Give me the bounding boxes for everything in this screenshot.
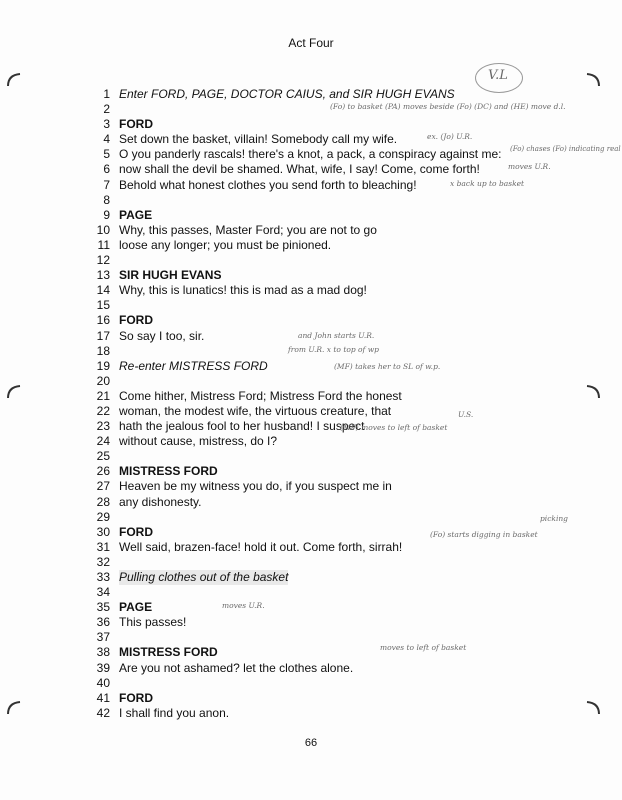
line-number: 22 — [96, 403, 110, 418]
speaker-name: SIR HUGH EVANS — [119, 268, 222, 283]
script-line — [0, 615, 622, 630]
stage-note-line-31: (Fo) starts digging in basket — [430, 530, 538, 539]
act-header: Act Four — [288, 36, 334, 50]
dialogue-text: Behold what honest clothes you send forth to bleaching! — [119, 177, 417, 192]
punch-mark-left-middle — [6, 384, 22, 400]
stage-note-line-24: (MF) moves to left of basket — [340, 423, 448, 432]
punch-mark-right-middle — [585, 384, 601, 400]
line-number: 29 — [96, 509, 110, 524]
script-line — [0, 630, 622, 645]
stage-direction: Re-enter MISTRESS FORD — [119, 358, 268, 373]
script-line — [0, 208, 622, 223]
stage-note-line-36: moves U.R. — [222, 601, 265, 610]
script-line — [0, 479, 622, 494]
script-line — [0, 223, 622, 238]
script-line — [0, 389, 622, 404]
script-line — [0, 449, 622, 464]
line-number: 25 — [96, 449, 110, 464]
script-line — [0, 676, 622, 691]
stage-note-line-4: ex. (Jo) U.R. — [427, 132, 473, 141]
page-number: 66 — [304, 737, 318, 749]
line-number: 13 — [96, 268, 110, 283]
dialogue-text: Heaven be my witness you do, if you suspect me in — [119, 479, 392, 494]
script-line — [0, 193, 622, 208]
line-number: 40 — [96, 675, 110, 690]
script-line — [0, 495, 622, 510]
line-number: 19 — [96, 358, 110, 373]
line-number: 23 — [96, 419, 110, 434]
stage-note-line-23: U.S. — [458, 410, 474, 419]
dialogue-text: now shall the devil be shamed. What, wife, I say! Come, come forth! — [119, 162, 480, 177]
line-number: 8 — [103, 192, 110, 207]
script-lines — [0, 87, 622, 721]
stage-direction: Pulling clothes out of the basket — [119, 570, 289, 584]
dialogue-text: This passes! — [119, 615, 187, 630]
dialogue-text: Come hither, Mistress Ford; Mistress Ford the honest — [119, 388, 402, 403]
stage-note-corner: V.L — [488, 68, 508, 83]
script-line — [0, 510, 622, 525]
line-number: 2 — [103, 102, 110, 117]
stage-note-line-18: and John starts U.R. — [298, 331, 375, 340]
script-line — [0, 555, 622, 570]
dialogue-text: Why, this is lunatics! this is mad as a mad dog! — [119, 283, 367, 298]
speaker-name: PAGE — [119, 600, 153, 615]
script-line — [0, 691, 622, 706]
stage-direction: Enter FORD, PAGE, DOCTOR CAIUS, and SIR HUGH EVANS — [119, 87, 455, 101]
stage-note-line-39: moves to left of basket — [380, 643, 467, 652]
script-line — [0, 540, 622, 555]
line-number: 35 — [96, 600, 110, 615]
speaker-name: FORD — [119, 117, 153, 132]
script-line — [0, 570, 622, 585]
stage-note-line-6: moves U.R. — [508, 162, 551, 171]
speaker-name: FORD — [119, 690, 153, 705]
line-number: 33 — [96, 570, 110, 584]
line-number: 28 — [96, 494, 110, 509]
dialogue-text: Well said, brazen-face! hold it out. Come forth, sirrah! — [119, 539, 403, 554]
script-line — [0, 585, 622, 600]
speaker-name: PAGE — [119, 207, 153, 222]
dialogue-text: O you panderly rascals! there's a knot, a pack, a conspiracy against me: — [119, 147, 502, 162]
stage-note-line-2: (Fo) to basket (PA) moves beside (Fo) (DC) and (HE) move d.l. — [330, 102, 566, 111]
script-line — [0, 359, 622, 374]
stage-note-line-7: x back up to basket — [450, 179, 525, 188]
line-number: 20 — [96, 373, 110, 388]
script-line — [0, 238, 622, 253]
line-number: 5 — [103, 147, 110, 162]
line-number: 36 — [96, 615, 110, 630]
dialogue-text: Why, this passes, Master Ford; you are not to go — [119, 222, 377, 237]
dialogue-text: Set down the basket, villain! Somebody call my wife. — [119, 132, 398, 147]
line-number: 37 — [96, 630, 110, 645]
script-line — [0, 87, 622, 102]
line-number: 16 — [96, 313, 110, 328]
line-number: 15 — [96, 298, 110, 313]
stage-note-line-20: (MF) takes her to SL of w.p. — [334, 362, 441, 371]
script-line — [0, 374, 622, 389]
dialogue-text: loose any longer; you must be pinioned. — [119, 237, 332, 252]
line-number: 34 — [96, 585, 110, 600]
line-number: 27 — [96, 479, 110, 494]
script-line — [0, 404, 622, 419]
punch-mark-left-top — [6, 72, 22, 88]
script-line — [0, 117, 622, 132]
speaker-name: FORD — [119, 524, 153, 539]
script-line — [0, 298, 622, 313]
script-line — [0, 645, 622, 660]
punch-mark-right-bottom — [585, 700, 601, 716]
line-number: 31 — [96, 539, 110, 554]
stage-note-line-30: picking — [540, 514, 568, 523]
dialogue-text: without cause, mistress, do I? — [119, 434, 278, 449]
speaker-name: FORD — [119, 313, 153, 328]
line-number: 14 — [96, 283, 110, 298]
line-number: 24 — [96, 434, 110, 449]
script-line — [0, 178, 622, 193]
line-number: 12 — [96, 253, 110, 268]
dialogue-text: hath the jealous fool to her husband! I suspect — [119, 419, 365, 434]
line-number: 7 — [103, 177, 110, 192]
line-number: 42 — [96, 705, 110, 720]
dialogue-text: any dishonesty. — [119, 494, 202, 509]
line-number: 30 — [96, 524, 110, 539]
punch-mark-left-bottom — [6, 700, 22, 716]
script-line — [0, 434, 622, 449]
line-number: 6 — [103, 162, 110, 177]
dialogue-text: woman, the modest wife, the virtuous creature, that — [119, 403, 392, 418]
script-line — [0, 268, 622, 283]
speaker-name: MISTRESS FORD — [119, 645, 218, 660]
line-number: 10 — [96, 222, 110, 237]
line-number: 39 — [96, 660, 110, 675]
stage-note-line-5: (Fo) chases (Fo) indicating real — [510, 145, 621, 153]
speaker-name: MISTRESS FORD — [119, 464, 218, 479]
script-line — [0, 464, 622, 479]
line-number: 11 — [97, 237, 110, 252]
line-number: 1 — [103, 87, 110, 101]
line-number: 3 — [103, 117, 110, 132]
script-line — [0, 283, 622, 298]
line-number: 41 — [96, 690, 110, 705]
script-line — [0, 600, 622, 615]
line-number: 21 — [96, 388, 110, 403]
line-number: 17 — [96, 328, 110, 343]
stage-note-line-19: from U.R. x to top of wp — [288, 345, 379, 354]
line-number: 4 — [103, 132, 110, 147]
line-number: 18 — [96, 343, 110, 358]
dialogue-text: Are you not ashamed? let the clothes alone. — [119, 660, 354, 675]
script-line — [0, 253, 622, 268]
line-number: 38 — [96, 645, 110, 660]
dialogue-text: I shall find you anon. — [119, 705, 230, 720]
line-number: 26 — [96, 464, 110, 479]
script-line — [0, 661, 622, 676]
line-number: 32 — [96, 554, 110, 569]
punch-mark-right-top — [585, 72, 601, 88]
script-line — [0, 419, 622, 434]
line-number: 9 — [103, 207, 110, 222]
script-line — [0, 313, 622, 328]
dialogue-text: So say I too, sir. — [119, 328, 205, 343]
script-line — [0, 706, 622, 721]
